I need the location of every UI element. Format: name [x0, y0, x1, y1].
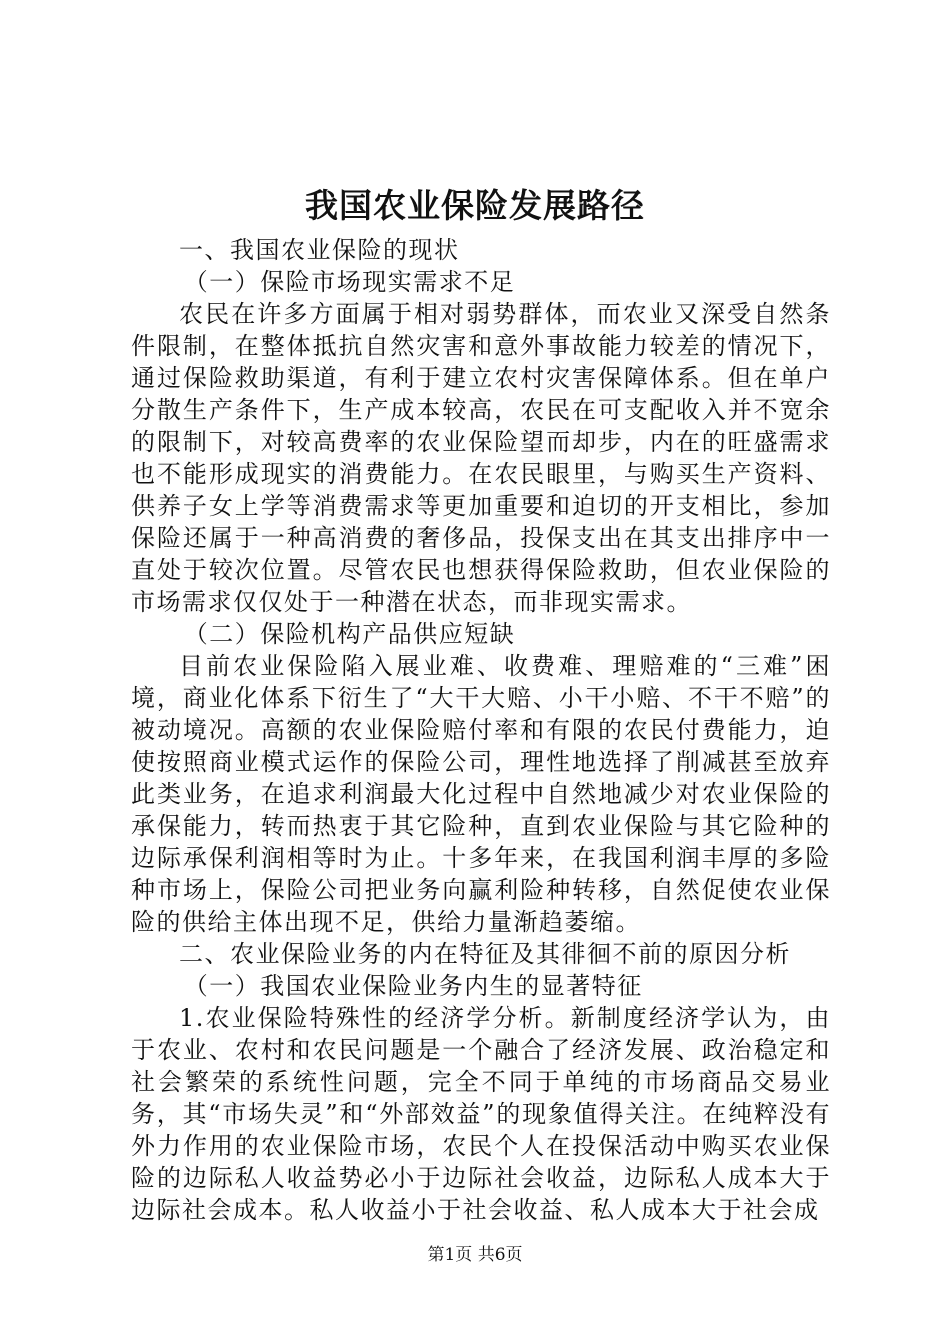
subsection-heading-1-2: （二）保险机构产品供应短缺	[183, 620, 516, 648]
document-body	[131, 234, 831, 1226]
subsection-heading-2-1: （一）我国农业保险业务内生的显著特征	[183, 972, 643, 1000]
paragraph-supply: 目前农业保险陷入展业难、收费难、理赔难的“三难”困境，商业化体系下衍生了“大干大赔、小干小赔、不干不赔”的被动境况。高额的农业保险赔付率和有限的农民付费能力，迫使按照商业模式运作的保险公司，理性地选择了削减甚至放弃此类业务，在追求利润最大化过程中自然地减少对农业保险的承保能力，转而热衷于其它险种，直到农业保险与其它险种的边际承保利润相等时为止。十多年来，在我国利润丰厚的多险种市场上，保险公司把业务向赢利险种转移，自然促使农业保险的供给主体出现不足，供给力量渐趋萎缩。	[131, 652, 831, 936]
paragraph-demand: 农民在许多方面属于相对弱势群体，而农业又深受自然条件限制，在整体抵抗自然灾害和意外事故能力较差的情况下，通过保险救助渠道，有利于建立农村灾害保障体系。但在单户分散生产条件下，生产成本较高，农民在可支配收入并不宽余的限制下，对较高费率的农业保险望而却步，内在的旺盛需求也不能形成现实的消费能力。在农民眼里，与购买生产资料、供养子女上学等消费需求等更加重要和迫切的开支相比，参加保险还属于一种高消费的奢侈品，投保支出在其支出排序中一直处于较次位置。尽管农民也想获得保险救助，但农业保险的市场需求仅仅处于一种潜在状态，而非现实需求。	[131, 300, 831, 616]
paragraph-economics: 1.农业保险特殊性的经济学分析。新制度经济学认为，由于农业、农村和农民问题是一个融合了经济发展、政治稳定和社会繁荣的系统性问题，完全不同于单纯的市场商品交易业务，其“市场失灵”和“外部效益”的现象值得关注。在纯粹没有外力作用的农业保险市场，农民个人在投保活动中购买农业保险的边际私人收益势必小于边际社会收益，边际私人成本大于边际社会成本。私人收益小于社会收益、私人成本大于社会成	[131, 1004, 831, 1224]
section-heading-2: 二、农业保险业务的内在特征及其徘徊不前的原因分析	[179, 940, 791, 968]
section-heading-1: 一、我国农业保险的现状	[179, 236, 460, 264]
page-footer: 第1页 共6页	[427, 1245, 523, 1265]
document-title: 我国农业保险发展路径	[305, 186, 645, 225]
subsection-heading-1-1: （一）保险市场现实需求不足	[183, 268, 516, 296]
